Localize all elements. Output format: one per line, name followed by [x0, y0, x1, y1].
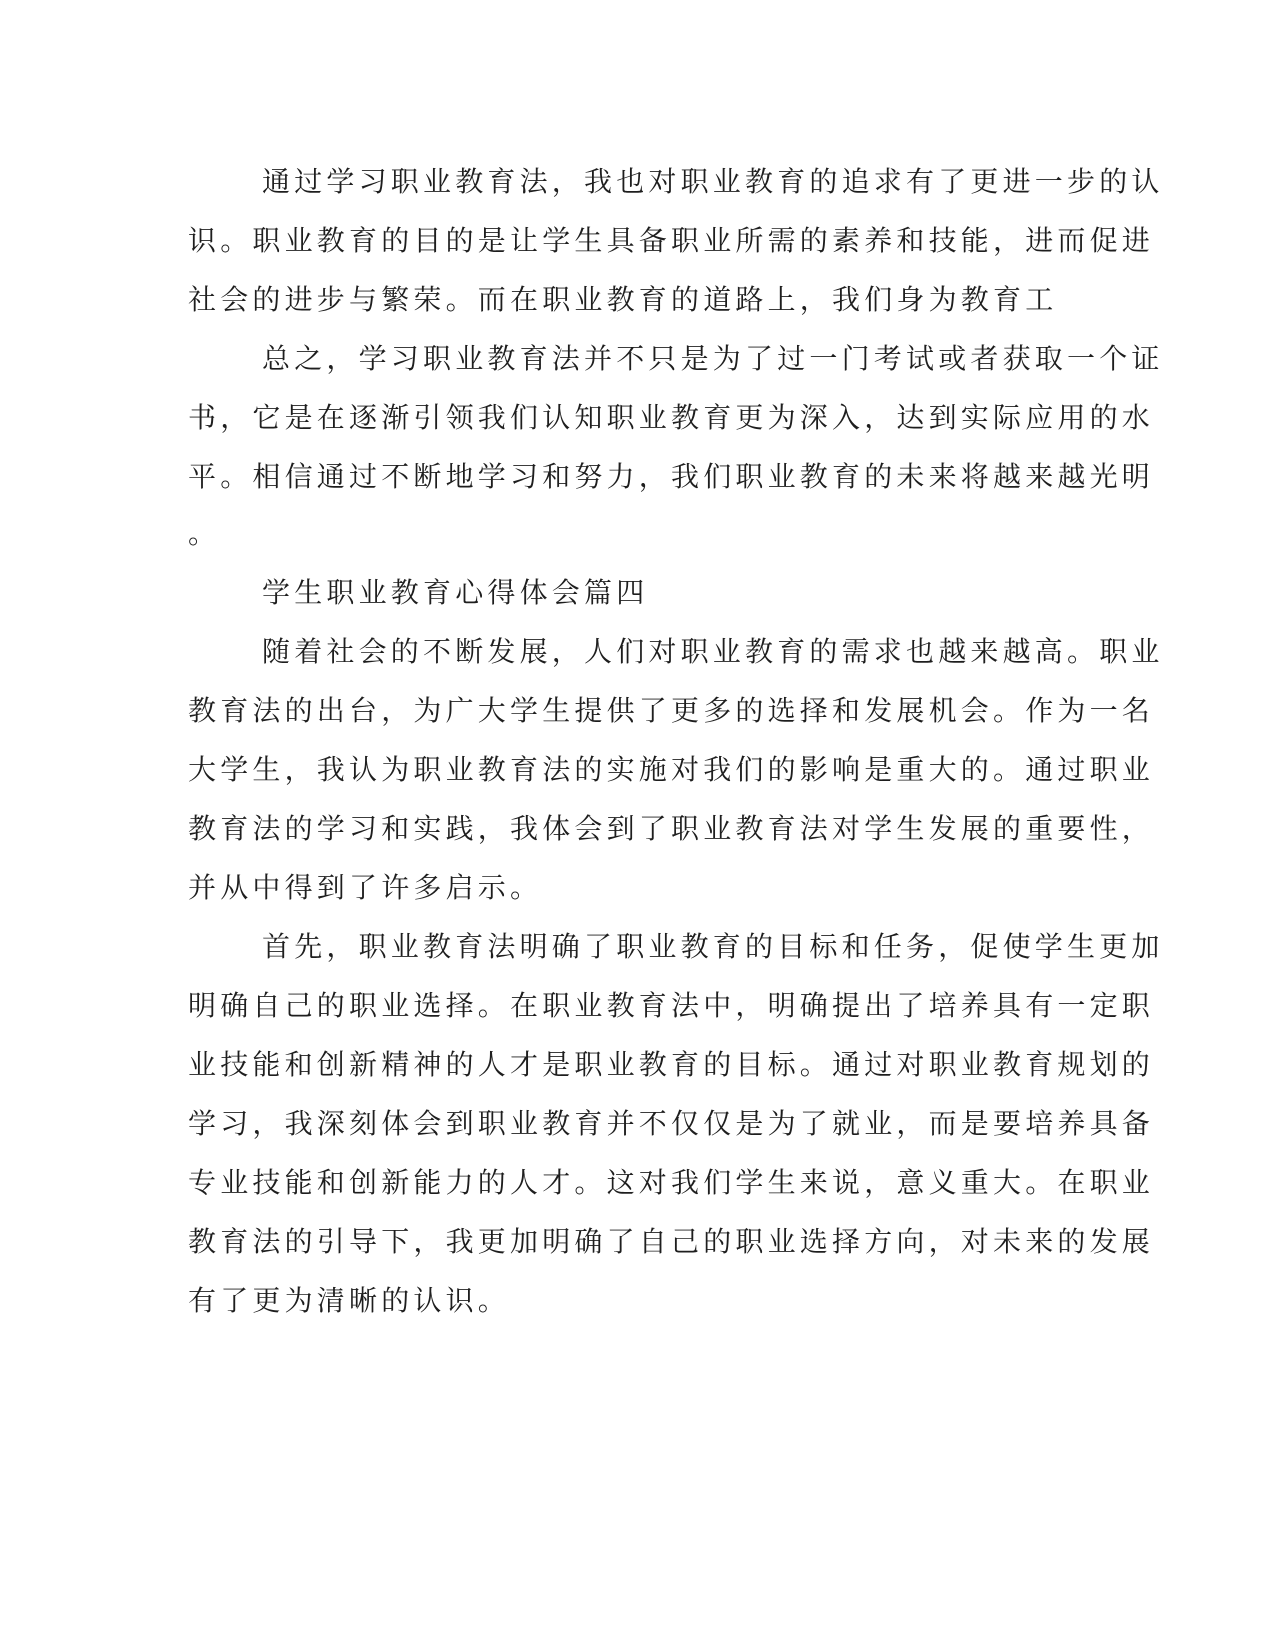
- paragraph-1-line-2: 识。职业教育的目的是让学生具备职业所需的素养和技能，进而促进: [188, 224, 1155, 257]
- paragraph-3-line-4: 教育法的学习和实践，我体会到了职业教育法对学生发展的重要性，: [188, 812, 1155, 845]
- paragraph-3-line-5: 并从中得到了许多启示。: [188, 871, 543, 904]
- paragraph-4-line-6: 教育法的引导下，我更加明确了自己的职业选择方向，对未来的发展: [188, 1225, 1155, 1258]
- paragraph-4-line-5: 专业技能和创新能力的人才。这对我们学生来说，意义重大。在职业: [188, 1166, 1155, 1199]
- paragraph-4-line-4: 学习，我深刻体会到职业教育并不仅仅是为了就业，而是要培养具备: [188, 1107, 1155, 1140]
- paragraph-1-line-1: 通过学习职业教育法，我也对职业教育的追求有了更进一步的认: [262, 165, 1164, 198]
- paragraph-2-line-2: 书，它是在逐渐引领我们认知职业教育更为深入，达到实际应用的水: [188, 401, 1155, 434]
- paragraph-4-line-7: 有了更为清晰的认识。: [188, 1284, 511, 1317]
- paragraph-3-line-1: 随着社会的不断发展，人们对职业教育的需求也越来越高。职业: [262, 635, 1164, 668]
- paragraph-2-line-1: 总之，学习职业教育法并不只是为了过一门考试或者获取一个证: [262, 342, 1164, 375]
- paragraph-3-line-2: 教育法的出台，为广大学生提供了更多的选择和发展机会。作为一名: [188, 694, 1155, 727]
- paragraph-2-line-3: 平。相信通过不断地学习和努力，我们职业教育的未来将越来越光明: [188, 460, 1155, 493]
- paragraph-2-line-4: 。: [188, 517, 221, 550]
- paragraph-3-line-3: 大学生，我认为职业教育法的实施对我们的影响是重大的。通过职业: [188, 753, 1155, 786]
- section-heading: 学生职业教育心得体会篇四: [262, 576, 649, 609]
- paragraph-4-line-3: 业技能和创新精神的人才是职业教育的目标。通过对职业教育规划的: [188, 1048, 1155, 1081]
- paragraph-4-line-2: 明确自己的职业选择。在职业教育法中，明确提出了培养具有一定职: [188, 989, 1155, 1022]
- paragraph-4-line-1: 首先，职业教育法明确了职业教育的目标和任务，促使学生更加: [262, 930, 1164, 963]
- paragraph-1-line-3: 社会的进步与繁荣。而在职业教育的道路上，我们身为教育工: [188, 283, 1058, 316]
